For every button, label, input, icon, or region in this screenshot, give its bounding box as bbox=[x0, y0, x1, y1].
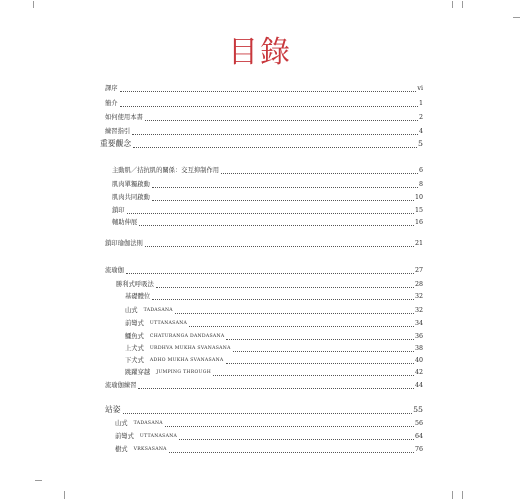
toc-entry-label: 山式 bbox=[115, 420, 128, 427]
toc-entry-label: 基礎體位 bbox=[125, 293, 151, 300]
toc-entry bbox=[125, 333, 423, 341]
crop-mark bbox=[462, 1, 463, 8]
toc-entry bbox=[112, 207, 423, 215]
toc-entry-label: 主動肌／拮抗肌的關係：交互抑制作用 bbox=[112, 167, 220, 174]
dot-leader bbox=[165, 426, 414, 427]
toc-entry-section bbox=[105, 405, 423, 415]
toc-entry-label: 流瑜伽 bbox=[105, 267, 124, 274]
dot-leader bbox=[139, 225, 414, 226]
toc-entry-label: 鎖印瑜伽法則 bbox=[105, 240, 143, 247]
toc-entry-label: 簡介 bbox=[105, 100, 118, 107]
dot-leader bbox=[133, 147, 417, 148]
crop-mark bbox=[64, 491, 65, 499]
toc-entry-sanskrit: ADHO MUKHA SVANASANA bbox=[149, 358, 224, 363]
crop-mark bbox=[452, 491, 453, 499]
toc-entry-page: 36 bbox=[414, 333, 423, 340]
toc-entry-section bbox=[105, 240, 423, 248]
toc-entry-page: 27 bbox=[414, 267, 423, 274]
toc-entry-label: 跳躍穿越 bbox=[125, 369, 151, 376]
dot-leader bbox=[138, 388, 414, 389]
toc-entry-page: 5 bbox=[418, 139, 423, 148]
toc-entry-label: 下犬式 bbox=[125, 357, 144, 364]
toc-entry-label: 肌肉共同啟動 bbox=[112, 194, 150, 201]
dot-leader bbox=[175, 313, 414, 314]
toc-entry-page: 28 bbox=[414, 281, 423, 288]
toc-entry-label: 鎖印 bbox=[112, 207, 125, 214]
dot-leader bbox=[132, 134, 418, 135]
toc-entry-sanskrit: CHATURANGA DANDASANA bbox=[149, 334, 225, 339]
dot-leader bbox=[152, 299, 414, 300]
toc-entry-sanskrit: JUMPING THROUGH bbox=[156, 370, 212, 375]
toc-entry-label: 流瑜伽練習 bbox=[105, 382, 137, 389]
toc-entry-page: 15 bbox=[414, 207, 423, 214]
toc-entry-label: 練習指引 bbox=[105, 128, 131, 135]
toc-entry bbox=[125, 307, 423, 315]
toc-entry-label: 如何使用本書 bbox=[105, 114, 143, 121]
toc-entry-label: 上犬式 bbox=[125, 345, 144, 352]
toc-entry-sanskrit: TADASANA bbox=[143, 308, 173, 313]
crop-mark bbox=[462, 491, 463, 499]
toc-entry bbox=[105, 382, 423, 390]
toc-entry-page: 16 bbox=[414, 219, 423, 226]
dot-leader bbox=[233, 351, 414, 352]
dot-leader bbox=[123, 413, 412, 414]
toc-entry-page: 76 bbox=[414, 446, 423, 453]
toc-entry bbox=[112, 181, 423, 189]
dot-leader bbox=[226, 339, 414, 340]
toc-entry-page: 8 bbox=[418, 181, 423, 188]
dot-leader bbox=[120, 106, 418, 107]
toc-entry-sanskrit: UTTANASANA bbox=[149, 321, 188, 326]
dot-leader bbox=[156, 287, 414, 288]
dot-leader bbox=[169, 452, 414, 453]
toc-entry-page: 6 bbox=[418, 167, 423, 174]
dot-leader bbox=[120, 91, 417, 92]
dot-leader bbox=[145, 246, 414, 247]
dot-leader bbox=[152, 187, 418, 188]
toc-entry-section bbox=[105, 267, 423, 275]
crop-mark bbox=[33, 1, 34, 8]
toc-entry-page: 55 bbox=[413, 405, 423, 414]
toc-entry-page: 1 bbox=[418, 100, 423, 107]
toc-entry bbox=[105, 114, 423, 122]
toc-entry-label: 樹式 bbox=[115, 446, 128, 453]
dot-leader bbox=[145, 120, 418, 121]
toc-entry bbox=[125, 293, 423, 301]
dot-leader bbox=[126, 273, 414, 274]
toc-entry-label: 山式 bbox=[125, 307, 138, 314]
toc-entry-page: 42 bbox=[414, 369, 423, 376]
toc-entry-page: 10 bbox=[414, 194, 423, 201]
toc-entry bbox=[125, 357, 423, 365]
toc-entry bbox=[105, 85, 423, 93]
dot-leader bbox=[213, 375, 414, 376]
toc-entry-label: 鱷魚式 bbox=[125, 333, 144, 340]
toc-entry-label: 肌肉單獨啟動 bbox=[112, 181, 150, 188]
page-title: 目錄 bbox=[228, 35, 292, 70]
dot-leader bbox=[189, 326, 414, 327]
toc-entry-page: 21 bbox=[414, 240, 423, 247]
crop-mark bbox=[35, 480, 42, 481]
toc-entry-page: 32 bbox=[414, 293, 423, 300]
toc-entry-label: 重要觀念 bbox=[100, 139, 132, 148]
toc-entry bbox=[112, 167, 423, 175]
toc-entry-sanskrit: URDHVA MUKHA SVANASANA bbox=[149, 346, 231, 351]
toc-entry bbox=[115, 433, 423, 441]
toc-entry-label: 前彎式 bbox=[115, 433, 134, 440]
crop-mark bbox=[513, 17, 520, 18]
toc-entry-page: 64 bbox=[414, 433, 423, 440]
toc-entry-sanskrit: UTTANASANA bbox=[139, 434, 178, 439]
toc-entry-page: 4 bbox=[418, 128, 423, 135]
toc-entry bbox=[116, 281, 423, 289]
toc-entry bbox=[112, 194, 423, 202]
toc-entry-label: 勝利式呼吸法 bbox=[116, 281, 154, 288]
toc-entry-label: 前彎式 bbox=[125, 320, 144, 327]
toc-entry-sanskrit: TADASANA bbox=[133, 421, 163, 426]
toc-entry bbox=[115, 420, 423, 428]
toc-entry-page: 56 bbox=[414, 420, 423, 427]
toc-entry bbox=[125, 369, 423, 377]
toc-entry bbox=[112, 219, 423, 227]
toc-entry-page: 2 bbox=[418, 114, 423, 121]
toc-entry-page: 44 bbox=[414, 382, 423, 389]
toc-entry-label: 站姿 bbox=[105, 405, 121, 414]
toc-entry-page: 38 bbox=[414, 345, 423, 352]
toc-entry bbox=[105, 100, 423, 108]
toc-entry bbox=[125, 320, 423, 328]
dot-leader bbox=[127, 213, 414, 214]
toc-entry bbox=[125, 345, 423, 353]
toc-entry-section bbox=[100, 139, 423, 149]
toc-entry-page: 40 bbox=[414, 357, 423, 364]
crop-mark bbox=[452, 1, 453, 8]
dot-leader bbox=[179, 439, 414, 440]
toc-entry-label: 譯序 bbox=[105, 85, 118, 92]
toc-entry-page: 34 bbox=[414, 320, 423, 327]
dot-leader bbox=[221, 173, 418, 174]
toc-entry-sanskrit: VRKSASANA bbox=[133, 447, 167, 452]
toc-entry-page: 32 bbox=[414, 307, 423, 314]
dot-leader bbox=[226, 363, 414, 364]
toc-entry-label: 輔助伸展 bbox=[112, 219, 138, 226]
toc-entry-page: vi bbox=[417, 85, 423, 92]
dot-leader bbox=[152, 200, 414, 201]
toc-entry bbox=[115, 446, 423, 454]
toc-entry bbox=[105, 128, 423, 136]
